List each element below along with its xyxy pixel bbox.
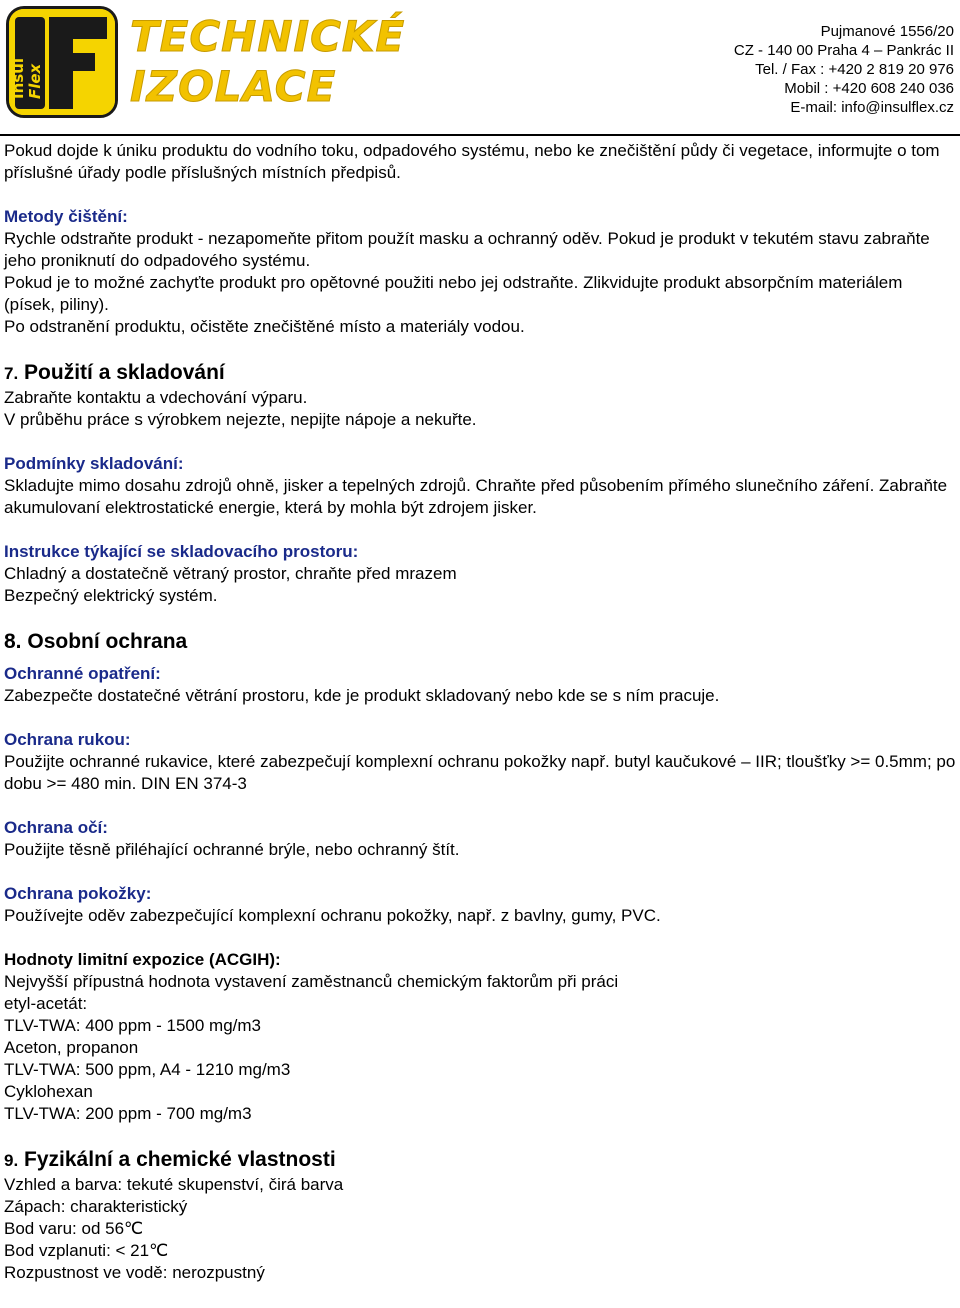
contact-phone: Tel. / Fax : +420 2 819 20 976 (755, 61, 954, 78)
exposure-limits-line: Cyklohexan (4, 1082, 93, 1101)
section-9-title-text: Fyzikální a chemické vlastnosti (24, 1148, 336, 1171)
section-8-title (4, 629, 956, 655)
property-line: Rozpustnost ve vodě: nerozpustný (4, 1263, 265, 1282)
contact-mobile: Mobil : +420 608 240 036 (784, 80, 954, 97)
contact-block (734, 22, 954, 117)
section-8-title-text: Osobní ochrana (27, 630, 188, 653)
property-line: Bod varu: od 56℃ (4, 1219, 144, 1238)
exposure-limits-line: Nejvyšší přípustná hodnota vystavení zaměstnanců chemickým faktorům při práci (4, 972, 619, 991)
header-divider (0, 134, 960, 136)
logo-line-technicke: TECHNICKÉ (130, 12, 406, 61)
section-7-number: 7. (4, 364, 19, 383)
eye-protection-heading: Ochrana očí: (4, 818, 108, 837)
skin-protection-text: Používejte oděv zabezpečující komplexní ochranu pokožky, např. z bavlny, gumy, PVC. (4, 906, 661, 925)
page-header (0, 0, 960, 128)
contact-email: E-mail: info@insulflex.cz (790, 99, 954, 116)
section-7-title-text: Použití a skladování (24, 361, 225, 384)
skin-protection-heading: Ochrana pokožky: (4, 884, 152, 903)
document-body (4, 140, 956, 1284)
exposure-limits-line: Aceton, propanon (4, 1038, 139, 1057)
section-7-title (4, 360, 956, 387)
cleanup-text-2: Pokud je to možné zachyťte produkt pro opětovné použiti nebo jej odstraňte. Zlikvidujte produkt absorpčním materiálem (písek, piliny). (4, 273, 903, 314)
section-7-line-2: V průběhu práce s výrobkem nejezte, nepijte nápoje a nekuřte. (4, 410, 477, 429)
property-line: Zápach: charakteristický (4, 1197, 188, 1216)
contact-address: Pujmanové 1556/20 (820, 23, 954, 40)
hand-protection-text: Použijte ochranné rukavice, které zabezpečují komplexní ochranu pokožky např. butyl kaučukové – IIR; tloušťky >= 0.5mm; po dobu >= 480 min. DIN EN 374-3 (4, 752, 956, 793)
cleanup-heading: Metody čištění: (4, 207, 128, 226)
svg-text:Flex: Flex (26, 63, 44, 99)
logo-f-icon (9, 9, 115, 115)
logo-line-izolace: IZOLACE (130, 62, 337, 111)
protection-heading: Ochranné opatření: (4, 664, 161, 683)
exposure-limits-line: TLV-TWA: 500 ppm, A4 - 1210 mg/m3 (4, 1060, 291, 1079)
contact-city: CZ - 140 00 Praha 4 – Pankrác II (733, 42, 954, 59)
storage-room-heading: Instrukce týkající se skladovacího prostoru: (4, 542, 359, 561)
protection-text: Zabezpečte dostatečné větrání prostoru, kde je produkt skladovaný nebo kde se s ním pracuje. (4, 686, 720, 705)
storage-room-line-2: Bezpečný elektrický systém. (4, 586, 218, 605)
exposure-limits-line: TLV-TWA: 200 ppm - 700 mg/m3 (4, 1104, 252, 1123)
svg-text:Insul: Insul (9, 57, 27, 99)
company-logo-wordmark (130, 10, 406, 120)
spill-paragraph: Pokud dojde k úniku produktu do vodního toku, odpadového systému, nebo ke znečištění půdy či vegetace, informujte o tom příslušné úřady podle příslušných místních předpisů. (4, 141, 940, 182)
eye-protection-text: Použijte těsně přiléhající ochranné brýle, nebo ochranný štít. (4, 840, 460, 859)
exposure-limits-line: TLV-TWA: 400 ppm - 1500 mg/m3 (4, 1016, 261, 1035)
cleanup-text-3: Po odstranění produktu, očistěte znečištěné místo a materiály vodou. (4, 317, 525, 336)
exposure-limits-heading: Hodnoty limitní expozice (ACGIH): (4, 950, 281, 969)
storage-text: Skladujte mimo dosahu zdrojů ohně, jisker a tepelných zdrojů. Chraňte před působením přímého slunečního záření. Zabraňte akumulovaní elektrostatické energie, která by mohla být zdrojem jisker. (4, 476, 948, 517)
property-line: Bod vzplanuti: < 21℃ (4, 1241, 169, 1260)
storage-heading: Podmínky skladování: (4, 454, 184, 473)
hand-protection-heading: Ochrana rukou: (4, 730, 131, 749)
company-logo-badge (6, 6, 118, 118)
cleanup-text-1: Rychle odstraňte produkt - nezapomeňte přitom použít masku a ochranný oděv. Pokud je produkt v tekutém stavu zabraňte jeho proniknutí do odpadového systému. (4, 229, 930, 270)
section-9-title (4, 1147, 956, 1174)
property-line: Vzhled a barva: tekuté skupenství, čirá barva (4, 1175, 344, 1194)
section-8-number: 8. (4, 630, 22, 653)
exposure-limits-line: etyl-acetát: (4, 994, 88, 1013)
section-9-number: 9. (4, 1151, 19, 1170)
section-7-line-1: Zabraňte kontaktu a vdechování výparu. (4, 388, 308, 407)
storage-room-line-1: Chladný a dostatečně větraný prostor, chraňte před mrazem (4, 564, 457, 583)
